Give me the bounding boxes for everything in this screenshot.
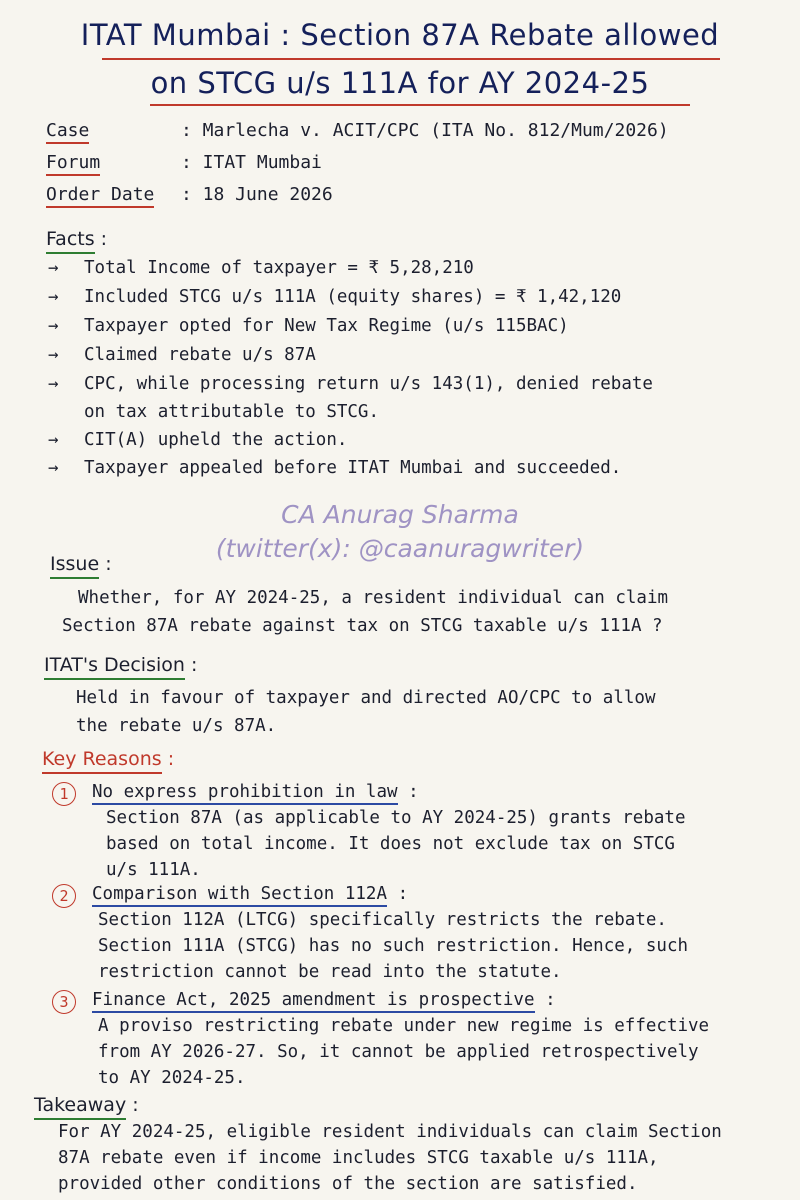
fact-item-continued: on tax attributable to STCG. — [84, 402, 380, 422]
reason-line: u/s 111A. — [106, 860, 201, 880]
watermark-name: CA Anurag Sharma — [281, 500, 519, 529]
decision-line: Held in favour of taxpayer and directed AO/CPC to allow — [76, 688, 656, 708]
facts-heading: Facts : — [46, 228, 107, 250]
reason-title: Comparison with Section 112A : — [92, 884, 408, 904]
reason-line: Section 111A (STCG) has no such restriction. Hence, such — [98, 936, 689, 956]
fact-item: → Total Income of taxpayer = ₹ 5,28,210 — [48, 258, 474, 278]
order-date-label: Order Date — [46, 184, 154, 208]
reason-line: to AY 2024-25. — [98, 1068, 246, 1088]
case-label: Case — [46, 120, 89, 144]
reason-number-badge: 1 — [52, 782, 76, 806]
fact-item: → CIT(A) upheld the action. — [48, 430, 348, 450]
takeaway-line: provided other conditions of the section are satisfied. — [58, 1174, 638, 1194]
reason-number-badge: 2 — [52, 884, 76, 908]
issue-heading: Issue : — [50, 553, 112, 575]
order-date-value: : 18 June 2026 — [181, 184, 333, 205]
fact-item: → Included STCG u/s 111A (equity shares) = ₹ 1,42,120 — [48, 287, 622, 307]
title-underline-2 — [150, 104, 690, 106]
forum-label: Forum — [46, 152, 100, 176]
case-row — [46, 120, 669, 141]
reason-title: No express prohibition in law : — [92, 782, 419, 802]
reason-line: Section 112A (LTCG) specifically restricts the rebate. — [98, 910, 667, 930]
takeaway-heading: Takeaway : — [34, 1094, 139, 1116]
forum-value: : ITAT Mumbai — [181, 152, 322, 173]
key-reasons-heading: Key Reasons : — [42, 748, 174, 770]
issue-line: Whether, for AY 2024-25, a resident individual can claim — [78, 588, 669, 608]
fact-item: → Taxpayer opted for New Tax Regime (u/s 115BAC) — [48, 316, 569, 336]
takeaway-line: For AY 2024-25, eligible resident individuals can claim Section — [58, 1122, 722, 1142]
case-value: : Marlecha v. ACIT/CPC (ITA No. 812/Mum/2026) — [181, 120, 669, 141]
watermark-handle: (twitter(x): @caanuragwriter) — [215, 534, 585, 563]
fact-item: → CPC, while processing return u/s 143(1), denied rebate — [48, 374, 653, 394]
reason-line: based on total income. It does not exclude tax on STCG — [106, 834, 675, 854]
reason-number-badge: 3 — [52, 990, 76, 1014]
title-line-2: on STCG u/s 111A for AY 2024-25 — [150, 66, 650, 100]
reason-line: from AY 2026-27. So, it cannot be applied retrospectively — [98, 1042, 699, 1062]
issue-line: Section 87A rebate against tax on STCG taxable u/s 111A ? — [62, 616, 663, 636]
reason-line: Section 87A (as applicable to AY 2024-25) grants rebate — [106, 808, 686, 828]
reason-title: Finance Act, 2025 amendment is prospective : — [92, 990, 556, 1010]
fact-item: → Taxpayer appealed before ITAT Mumbai and succeeded. — [48, 458, 622, 478]
forum-row — [46, 152, 322, 173]
fact-item: → Claimed rebate u/s 87A — [48, 345, 316, 365]
order-date-row — [46, 184, 333, 205]
decision-heading: ITAT's Decision : — [44, 654, 197, 676]
title-underline-1 — [102, 58, 720, 60]
reason-line: restriction cannot be read into the statute. — [98, 962, 562, 982]
reason-line: A proviso restricting rebate under new regime is effective — [98, 1016, 710, 1036]
title-line-1: ITAT Mumbai : Section 87A Rebate allowed — [80, 18, 720, 52]
takeaway-line: 87A rebate even if income includes STCG taxable u/s 111A, — [58, 1148, 659, 1168]
decision-line: the rebate u/s 87A. — [76, 716, 277, 736]
